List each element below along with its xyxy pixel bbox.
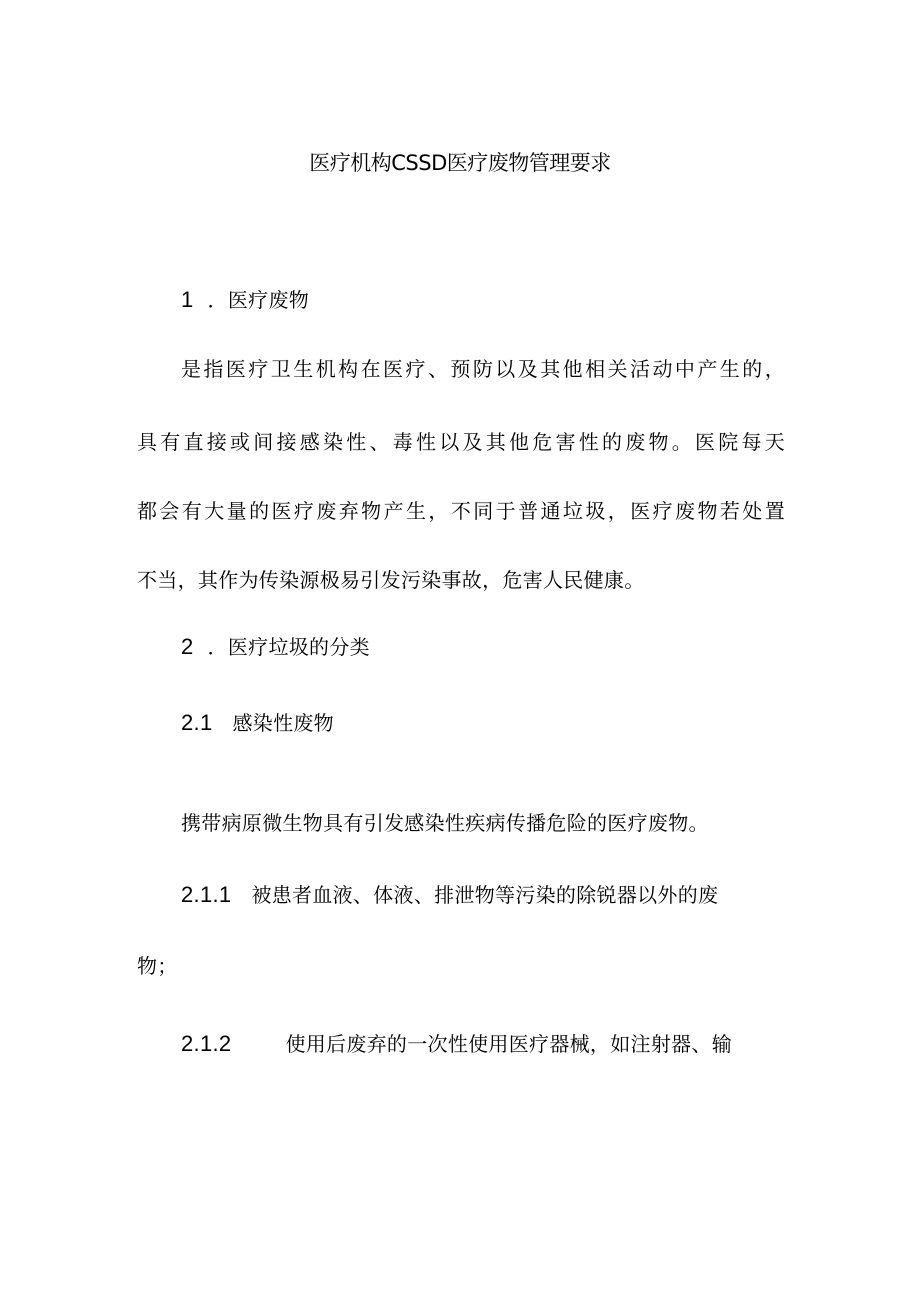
item-2-1-1-number: 2.1.1 [181,882,232,907]
section-1-title: ．医疗废物 [207,288,310,312]
section-1-paragraph-line-1: 是指医疗卫生机构在医疗、预防以及其他相关活动中产生的， [181,357,785,381]
item-2-1-1-continuation: 物； [137,954,178,978]
section-2-heading [181,630,370,664]
section-2-1-heading [181,706,334,740]
section-2-1-description: 携带病原微生物具有引发感染性疾病传播危险的医疗废物。 [181,811,709,835]
section-1-paragraph-line-3: 都会有大量的医疗废弃物产生，不同于普通垃圾，医疗废物若处置 [137,499,785,523]
item-2-1-1 [181,878,718,912]
section-1-paragraph-line-2: 具有直接或间接感染性、毒性以及其他危害性的废物。医院每天 [137,430,785,454]
item-2-1-2-number: 2.1.2 [181,1031,232,1056]
section-1-paragraph-line-4: 不当，其作为传染源极易引发污染事故，危害人民健康。 [137,568,645,592]
section-2-number: 2 [181,634,194,659]
section-2-1-number: 2.1 [181,710,213,735]
section-1-heading [181,283,309,317]
document-title: 医疗机构CSSD医疗废物管理要求 [309,151,611,175]
section-2-1-title: 感染性废物 [232,711,334,735]
item-2-1-1-text: 被患者血液、体液、排泄物等污染的除锐器以外的废 [251,883,719,907]
section-2-title: ．医疗垃圾的分类 [207,635,370,659]
item-2-1-2 [181,1027,732,1061]
item-2-1-2-text: 使用后废弃的一次性使用医疗器械，如注射器、输 [285,1032,733,1056]
section-1-number: 1 [181,287,194,312]
